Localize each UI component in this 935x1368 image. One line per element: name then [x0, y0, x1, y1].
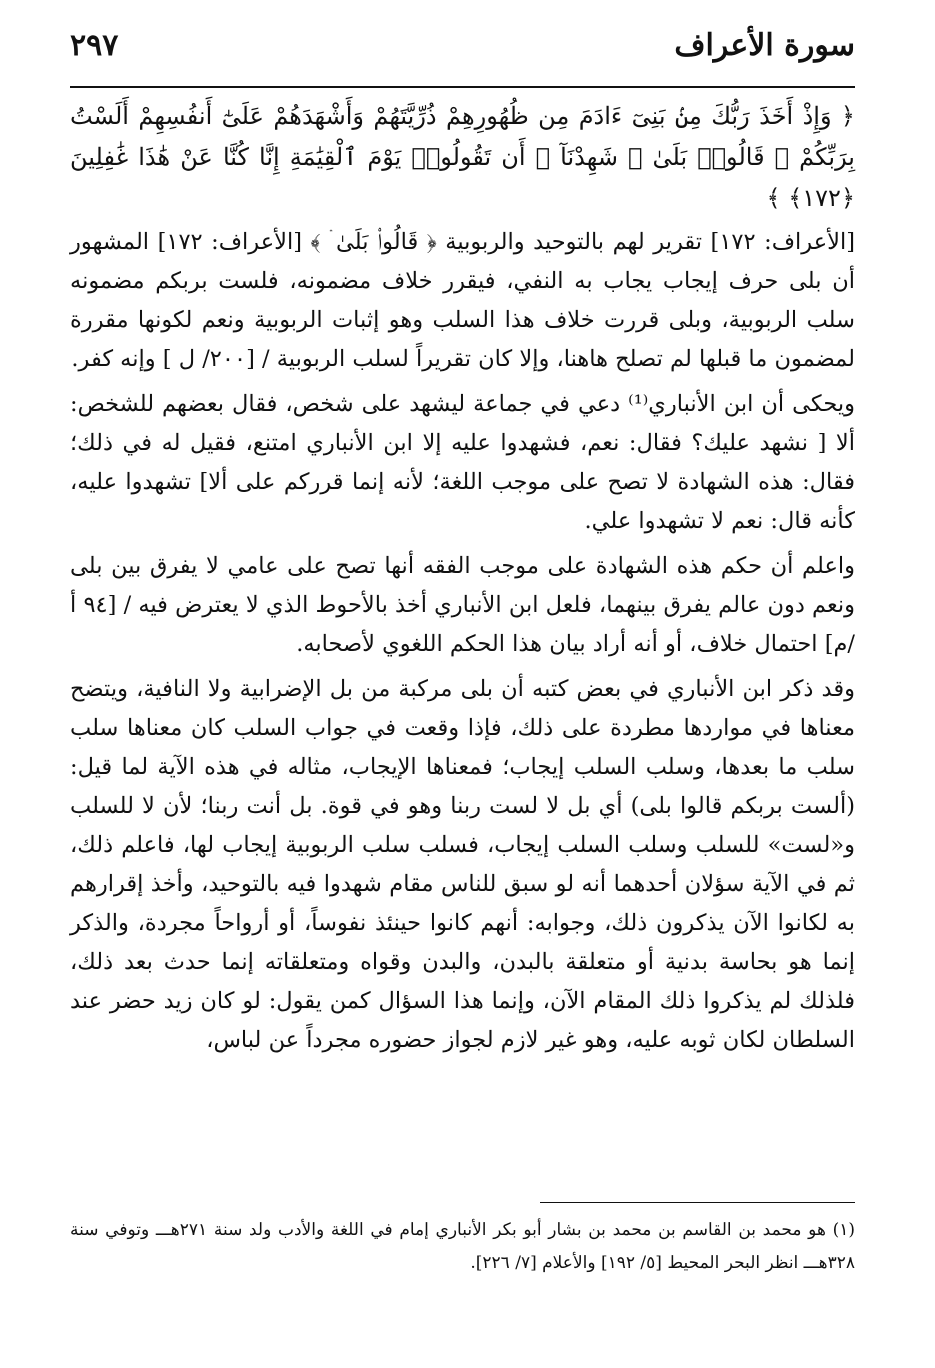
quran-verse: ﴿ وَإِذْ أَخَذَ رَبُّكَ مِنۢ بَنِىٓ ءَادَمَ مِن ظُهُورِهِمْ ذُرِّيَّتَهُمْ وَأَشْهَدَهُمْ عَلَىٰٓ أَنفُسِهِمْ أَلَسْتُ بِرَبِّكُمْ ۖ قَالُوا۟ بَلَىٰ ۛ شَهِدْنَآ ۛ أَن تَقُولُوا۟ يَوْمَ ٱلْقِيَٰمَةِ إِنَّا كُنَّا عَنْ هَٰذَا غَٰفِلِينَ ﴿١٧٢﴾ ﴾	[70, 102, 855, 212]
paragraph-commentary: [الأعراف: ١٧٢] تقرير لهم بالتوحيد والربوبية ﴿ قَالُوا۟ بَلَىٰ ۛ ﴾ [الأعراف: ١٧٢] المشهور أن بلى حرف إيجاب يجاب به النفي، فيقرر خلاف مضمونه، فلست بربكم مضمونه سلب الربوبية، وبلى قررت خلاف هذا السلب وهو إثبات الربوبية ونعم لكونها مقررة لمضمون ما قبلها لم تصلح هاهنا، وإلا كان تقريراً لسلب الربوبية / [٢٠٠/ ل ] وإنه كفر.	[70, 229, 855, 372]
footnote-divider	[540, 1202, 855, 1203]
surah-title: سورة الأعراف	[674, 28, 855, 63]
page-number: ٢٩٧	[70, 28, 119, 63]
paragraph-anecdote: ويحكى أن ابن الأنباري⁽¹⁾ دعي في جماعة ليشهد على شخص، فقال بعضهم للشخص: ألا [ نشهد عليك؟ فقال: نعم، فشهدوا عليه إلا ابن الأنباري امتنع، فقيل له في ذلك؛ فقال: هذه الشهادة لا تصح على موجب اللغة؛ لأنه إنما قرركم على ألا] تشهدوا عليه، كأنه قال: نعم لا تشهدوا علي.	[70, 391, 855, 534]
main-text	[70, 96, 855, 1066]
page-header	[70, 22, 855, 78]
paragraph-linguistic: وقد ذكر ابن الأنباري في بعض كتبه أن بلى مركبة من بل الإضرابية ولا النافية، ويتضح معناها في مواردها مطردة على ذلك، فإذا وقعت في جواب السلب كان معناها سلب سلب ما بعدها، وسلب السلب إيجاب؛ فمعناها الإيجاب، مثاله في هذه الآية لما قيل: (ألست بربكم قالوا بلى) أي بل لا لست ربنا وهو في قوة. بل أنت ربنا؛ لأن لا للسلب و«لست» للسلب وسلب السلب إيجاب، فسلب سلب الربوبية إيجاب لها، فاعلم ذلك، ثم في الآية سؤلان أحدهما أنه لو سبق للناس مقام شهدوا فيه بالتوحيد، وأخذ إقرارهم به لكانوا الآن يذكرون ذلك، وجوابه: أنهم كانوا حينئذ نفوساً، أو أرواحاً مجردة، والذكر إنما هو بحاسة بدنية أو متعلقة بالبدن، والبدن وقواه ومتعلقاته إنما حدث بعد ذلك، فلذلك لم يذكروا ذلك المقام الآن، وإنما هذا السؤال كمن يقول: لو كان زيد حضر عند السلطان لكان ثوبه عليه، وهو غير لازم لجواز حضوره مجرداً عن لباس،	[70, 676, 855, 1053]
paragraph-ruling: واعلم أن حكم هذه الشهادة على موجب الفقه أنها تصح على عامي لا يفرق بين بلى ونعم دون عالم يفرق بينهما، فلعل ابن الأنباري أخذ بالأحوط الذي لا يعترض فيه / [٩٤ أ /م] احتمال خلاف، أو أنه أراد بيان هذا الحكم اللغوي لأصحابه.	[70, 553, 855, 657]
footnote: (١) هو محمد بن القاسم بن محمد بن بشار أبو بكر الأنباري إمام في اللغة والأدب ولد سنة ٢٧١هـــ وتوفي سنة ٣٢٨هـــ انظر البحر المحيط [٥/ ١٩٢] والأعلام [٧/ ٢٢٦].	[70, 1220, 855, 1273]
header-divider	[70, 86, 855, 88]
